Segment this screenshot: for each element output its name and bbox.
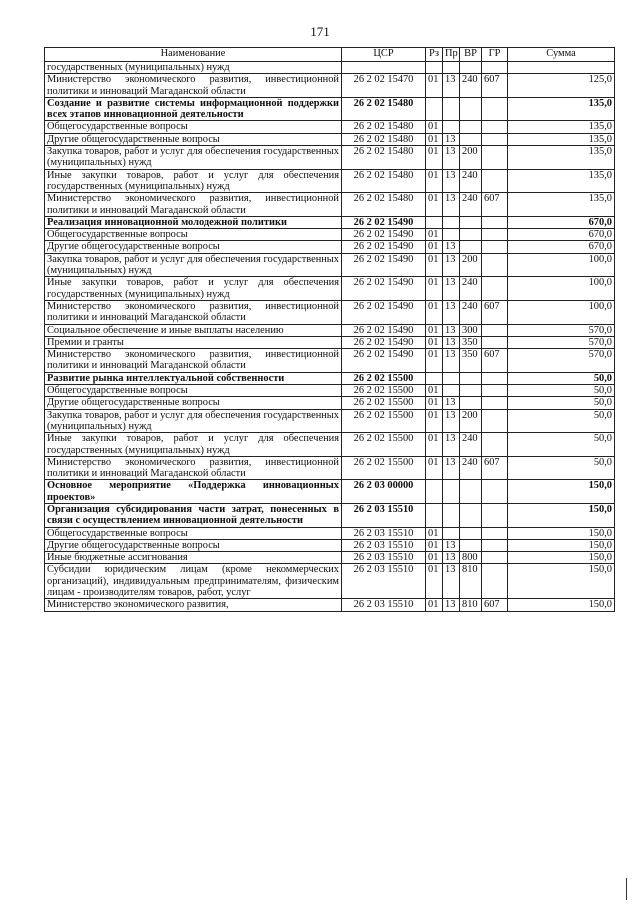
cell-pr: 13 — [443, 324, 460, 336]
cell-name: государственных (муниципальных) нужд — [45, 62, 342, 74]
cell-name: Общегосударственные вопросы — [45, 385, 342, 397]
cell-vr — [460, 62, 482, 74]
table-row — [45, 97, 615, 121]
table-row — [45, 456, 615, 480]
cell-csr: 26 2 02 15490 — [342, 300, 426, 324]
cell-rz: 01 — [426, 74, 443, 98]
cell-csr: 26 2 02 15480 — [342, 193, 426, 217]
cell-name: Иные бюджетные ассигнования — [45, 552, 342, 564]
cell-rz: 01 — [426, 433, 443, 457]
cell-rz: 01 — [426, 324, 443, 336]
cell-name: Министерство экономического развития, инвестиционной политики и инноваций Магаданской области — [45, 74, 342, 98]
cell-gr — [482, 552, 508, 564]
cell-csr: 26 2 02 15490 — [342, 216, 426, 228]
cell-name: Социальное обеспечение и иные выплаты населению — [45, 324, 342, 336]
cell-vr: 240 — [460, 277, 482, 301]
cell-rz: 01 — [426, 552, 443, 564]
cell-name: Министерство экономического развития, инвестиционной политики и инноваций Магаданской области — [45, 456, 342, 480]
cell-rz: 01 — [426, 277, 443, 301]
cell-gr: 607 — [482, 74, 508, 98]
cell-vr — [460, 241, 482, 253]
table-row — [45, 552, 615, 564]
table-row — [45, 300, 615, 324]
cell-name: Иные закупки товаров, работ и услуг для обеспечения государственных (муниципальных) нужд — [45, 169, 342, 193]
cell-sum: 150,0 — [508, 527, 615, 539]
cell-name: Создание и развитие системы информационной поддержки всех этапов инновационной деятельности — [45, 97, 342, 121]
cell-gr: 607 — [482, 456, 508, 480]
cell-csr: 26 2 03 00000 — [342, 480, 426, 504]
cell-name: Министерство экономического развития, инвестиционной политики и инноваций Магаданской области — [45, 349, 342, 373]
cell-csr: 26 2 02 15480 — [342, 133, 426, 145]
cell-pr: 13 — [443, 336, 460, 348]
cell-sum: 150,0 — [508, 480, 615, 504]
cell-name: Субсидии юридическим лицам (кроме некоммерческих организаций), индивидуальным предпринимателям, физическим лицам - производителям товаров, работ, услуг — [45, 564, 342, 599]
cell-rz — [426, 480, 443, 504]
cell-csr: 26 2 03 15510 — [342, 599, 426, 611]
cell-sum: 135,0 — [508, 97, 615, 121]
cell-vr: 200 — [460, 409, 482, 433]
cell-name: Иные закупки товаров, работ и услуг для обеспечения государственных (муниципальных) нужд — [45, 277, 342, 301]
cell-name: Развитие рынка интеллектуальной собственности — [45, 372, 342, 384]
cell-pr — [443, 216, 460, 228]
table-header-row — [45, 48, 615, 62]
cell-gr — [482, 62, 508, 74]
cell-sum: 670,0 — [508, 229, 615, 241]
cell-pr — [443, 385, 460, 397]
cell-pr: 13 — [443, 300, 460, 324]
cell-rz — [426, 62, 443, 74]
cell-name: Премии и гранты — [45, 336, 342, 348]
cell-gr — [482, 527, 508, 539]
cell-pr: 13 — [443, 397, 460, 409]
budget-table — [44, 47, 615, 612]
cell-vr: 350 — [460, 336, 482, 348]
cell-name: Реализация инновационной молодежной политики — [45, 216, 342, 228]
cell-gr — [482, 397, 508, 409]
cell-pr — [443, 503, 460, 527]
cell-pr — [443, 62, 460, 74]
cell-pr — [443, 229, 460, 241]
cell-vr: 300 — [460, 324, 482, 336]
cell-rz: 01 — [426, 527, 443, 539]
cell-name: Другие общегосударственные вопросы — [45, 397, 342, 409]
cell-pr: 13 — [443, 253, 460, 277]
cell-vr: 200 — [460, 146, 482, 170]
cell-sum: 150,0 — [508, 564, 615, 599]
cell-gr — [482, 241, 508, 253]
cell-csr: 26 2 02 15490 — [342, 336, 426, 348]
cell-name: Другие общегосударственные вопросы — [45, 241, 342, 253]
cell-sum: 150,0 — [508, 552, 615, 564]
cell-rz: 01 — [426, 409, 443, 433]
cell-csr: 26 2 02 15500 — [342, 456, 426, 480]
cell-csr: 26 2 02 15490 — [342, 253, 426, 277]
header-rz: Рз — [426, 48, 443, 62]
cell-sum: 150,0 — [508, 539, 615, 551]
cell-csr: 26 2 02 15470 — [342, 74, 426, 98]
cell-csr: 26 2 02 15490 — [342, 229, 426, 241]
cell-gr — [482, 133, 508, 145]
cell-csr: 26 2 03 15510 — [342, 564, 426, 599]
cell-gr — [482, 480, 508, 504]
cell-gr — [482, 253, 508, 277]
cell-gr — [482, 503, 508, 527]
header-vr: ВР — [460, 48, 482, 62]
cell-csr: 26 2 02 15480 — [342, 169, 426, 193]
cell-rz: 01 — [426, 253, 443, 277]
cell-vr — [460, 503, 482, 527]
cell-rz: 01 — [426, 169, 443, 193]
cell-vr — [460, 216, 482, 228]
table-row — [45, 599, 615, 611]
cell-pr: 13 — [443, 409, 460, 433]
cell-gr: 607 — [482, 349, 508, 373]
cell-rz — [426, 503, 443, 527]
cell-csr: 26 2 03 15510 — [342, 503, 426, 527]
cell-gr: 607 — [482, 599, 508, 611]
cell-gr — [482, 409, 508, 433]
cell-gr — [482, 277, 508, 301]
table-row — [45, 349, 615, 373]
cell-rz — [426, 372, 443, 384]
table-row — [45, 74, 615, 98]
cell-name: Закупка товаров, работ и услуг для обеспечения государственных (муниципальных) нужд — [45, 253, 342, 277]
cell-vr — [460, 229, 482, 241]
table-row — [45, 324, 615, 336]
cell-pr: 13 — [443, 193, 460, 217]
cell-vr: 240 — [460, 433, 482, 457]
cell-sum: 100,0 — [508, 253, 615, 277]
cell-csr: 26 2 03 15510 — [342, 539, 426, 551]
table-row — [45, 146, 615, 170]
cell-pr — [443, 480, 460, 504]
cell-sum: 50,0 — [508, 385, 615, 397]
cell-sum: 135,0 — [508, 121, 615, 133]
cell-gr — [482, 97, 508, 121]
cell-vr: 810 — [460, 564, 482, 599]
page-number: 171 — [310, 24, 330, 39]
cell-csr: 26 2 02 15500 — [342, 372, 426, 384]
cell-csr: 26 2 02 15500 — [342, 409, 426, 433]
table-row — [45, 564, 615, 599]
cell-gr — [482, 433, 508, 457]
cell-csr: 26 2 02 15490 — [342, 277, 426, 301]
cell-gr — [482, 121, 508, 133]
cell-pr: 13 — [443, 539, 460, 551]
cell-csr: 26 2 03 15510 — [342, 552, 426, 564]
cell-vr: 240 — [460, 193, 482, 217]
cell-sum: 100,0 — [508, 300, 615, 324]
cell-vr — [460, 397, 482, 409]
cell-gr: 607 — [482, 193, 508, 217]
table-row — [45, 133, 615, 145]
cell-name: Министерство экономического развития, инвестиционной политики и инноваций Магаданской области — [45, 193, 342, 217]
table-row — [45, 539, 615, 551]
cell-gr — [482, 169, 508, 193]
cell-rz: 01 — [426, 349, 443, 373]
cell-rz — [426, 97, 443, 121]
cell-pr: 13 — [443, 74, 460, 98]
cell-rz: 01 — [426, 146, 443, 170]
cell-vr — [460, 385, 482, 397]
cell-vr — [460, 372, 482, 384]
cell-vr — [460, 539, 482, 551]
table-row — [45, 229, 615, 241]
table-body — [45, 62, 615, 612]
cell-sum: 135,0 — [508, 169, 615, 193]
margin-mark — [626, 878, 627, 900]
header-csr: ЦСР — [342, 48, 426, 62]
cell-gr — [482, 229, 508, 241]
cell-pr: 13 — [443, 169, 460, 193]
cell-sum: 50,0 — [508, 372, 615, 384]
cell-csr: 26 2 02 15490 — [342, 241, 426, 253]
cell-vr — [460, 97, 482, 121]
table-row — [45, 385, 615, 397]
table-row — [45, 480, 615, 504]
cell-vr: 800 — [460, 552, 482, 564]
cell-rz: 01 — [426, 564, 443, 599]
cell-vr: 240 — [460, 300, 482, 324]
cell-pr: 13 — [443, 146, 460, 170]
cell-gr — [482, 385, 508, 397]
cell-rz: 01 — [426, 539, 443, 551]
cell-name: Основное мероприятие «Поддержка инновационных проектов» — [45, 480, 342, 504]
cell-rz: 01 — [426, 121, 443, 133]
table-row — [45, 277, 615, 301]
table-row — [45, 397, 615, 409]
cell-gr — [482, 372, 508, 384]
cell-csr: 26 2 02 15480 — [342, 97, 426, 121]
table-row — [45, 503, 615, 527]
cell-gr — [482, 539, 508, 551]
table-row — [45, 121, 615, 133]
cell-csr: 26 2 02 15500 — [342, 433, 426, 457]
cell-name: Иные закупки товаров, работ и услуг для обеспечения государственных (муниципальных) нужд — [45, 433, 342, 457]
cell-gr — [482, 146, 508, 170]
cell-gr — [482, 216, 508, 228]
cell-gr — [482, 564, 508, 599]
cell-csr: 26 2 03 15510 — [342, 527, 426, 539]
cell-vr: 350 — [460, 349, 482, 373]
cell-vr: 200 — [460, 253, 482, 277]
cell-pr: 13 — [443, 456, 460, 480]
cell-pr: 13 — [443, 433, 460, 457]
cell-sum: 50,0 — [508, 433, 615, 457]
cell-vr: 240 — [460, 74, 482, 98]
cell-rz: 01 — [426, 599, 443, 611]
table-row — [45, 527, 615, 539]
table-row — [45, 241, 615, 253]
cell-vr — [460, 121, 482, 133]
cell-name: Другие общегосударственные вопросы — [45, 133, 342, 145]
cell-name: Министерство экономического развития, инвестиционной политики и инноваций Магаданской области — [45, 300, 342, 324]
cell-vr: 810 — [460, 599, 482, 611]
cell-pr — [443, 121, 460, 133]
cell-pr: 13 — [443, 349, 460, 373]
cell-sum: 135,0 — [508, 133, 615, 145]
cell-csr: 26 2 02 15490 — [342, 324, 426, 336]
cell-vr: 240 — [460, 169, 482, 193]
table-row — [45, 216, 615, 228]
table-row — [45, 433, 615, 457]
table-row — [45, 193, 615, 217]
cell-csr: 26 2 02 15490 — [342, 349, 426, 373]
cell-rz: 01 — [426, 456, 443, 480]
cell-sum: 570,0 — [508, 349, 615, 373]
cell-sum — [508, 62, 615, 74]
cell-rz — [426, 216, 443, 228]
cell-vr: 240 — [460, 456, 482, 480]
cell-sum: 570,0 — [508, 336, 615, 348]
cell-csr — [342, 62, 426, 74]
cell-pr — [443, 97, 460, 121]
cell-pr — [443, 527, 460, 539]
cell-sum: 670,0 — [508, 241, 615, 253]
cell-pr: 13 — [443, 552, 460, 564]
cell-name: Общегосударственные вопросы — [45, 229, 342, 241]
cell-csr: 26 2 02 15480 — [342, 146, 426, 170]
cell-name: Закупка товаров, работ и услуг для обеспечения государственных (муниципальных) нужд — [45, 409, 342, 433]
cell-rz: 01 — [426, 300, 443, 324]
cell-vr — [460, 527, 482, 539]
cell-rz: 01 — [426, 336, 443, 348]
cell-rz: 01 — [426, 241, 443, 253]
header-gr: ГР — [482, 48, 508, 62]
cell-pr: 13 — [443, 564, 460, 599]
cell-vr — [460, 133, 482, 145]
cell-name: Закупка товаров, работ и услуг для обеспечения государственных (муниципальных) нужд — [45, 146, 342, 170]
cell-name: Общегосударственные вопросы — [45, 527, 342, 539]
cell-sum: 50,0 — [508, 456, 615, 480]
cell-csr: 26 2 02 15500 — [342, 397, 426, 409]
cell-rz: 01 — [426, 133, 443, 145]
cell-csr: 26 2 02 15480 — [342, 121, 426, 133]
table-row — [45, 336, 615, 348]
table-row — [45, 62, 615, 74]
cell-sum: 135,0 — [508, 146, 615, 170]
cell-gr — [482, 336, 508, 348]
cell-vr — [460, 480, 482, 504]
cell-sum: 135,0 — [508, 193, 615, 217]
header-sum: Сумма — [508, 48, 615, 62]
cell-csr: 26 2 02 15500 — [342, 385, 426, 397]
cell-name: Общегосударственные вопросы — [45, 121, 342, 133]
cell-sum: 50,0 — [508, 397, 615, 409]
header-name: Наименование — [45, 48, 342, 62]
cell-pr: 13 — [443, 133, 460, 145]
cell-gr — [482, 324, 508, 336]
cell-name: Другие общегосударственные вопросы — [45, 539, 342, 551]
cell-sum: 150,0 — [508, 503, 615, 527]
cell-rz: 01 — [426, 193, 443, 217]
header-pr: Пр — [443, 48, 460, 62]
cell-sum: 125,0 — [508, 74, 615, 98]
cell-name: Организация субсидирования части затрат, понесенных в связи с осуществлением инновационной деятельности — [45, 503, 342, 527]
cell-pr: 13 — [443, 599, 460, 611]
cell-sum: 100,0 — [508, 277, 615, 301]
cell-pr — [443, 372, 460, 384]
cell-sum: 670,0 — [508, 216, 615, 228]
cell-pr: 13 — [443, 277, 460, 301]
table-row — [45, 372, 615, 384]
table-row — [45, 253, 615, 277]
cell-sum: 570,0 — [508, 324, 615, 336]
cell-pr: 13 — [443, 241, 460, 253]
cell-gr: 607 — [482, 300, 508, 324]
cell-sum: 150,0 — [508, 599, 615, 611]
cell-rz: 01 — [426, 397, 443, 409]
cell-rz: 01 — [426, 229, 443, 241]
table-row — [45, 169, 615, 193]
table-row — [45, 409, 615, 433]
cell-sum: 50,0 — [508, 409, 615, 433]
cell-name: Министерство экономического развития, — [45, 599, 342, 611]
cell-rz: 01 — [426, 385, 443, 397]
